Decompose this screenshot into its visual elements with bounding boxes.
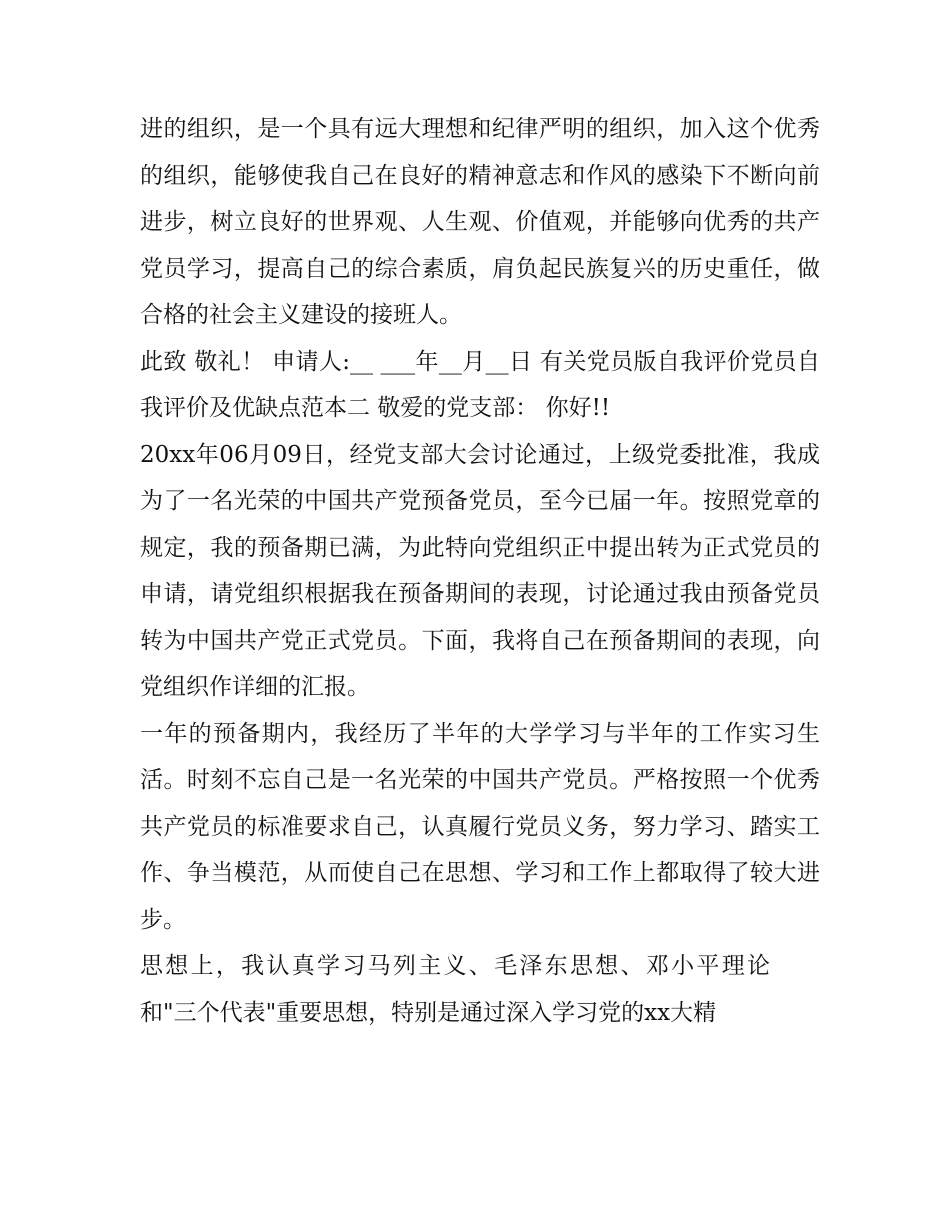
paragraph-4: 一年的预备期内，我经历了半年的大学学习与半年的工作实习生活。时刻不忘自己是一名光荣的中国共产党员。严格按照一个优秀共产党员的标准要求自己，认真履行党员义务，努力学习、踏实工作、争当模范，从而使自己在思想、学习和工作上都取得了较大进步。	[140, 720, 820, 933]
document-page	[140, 106, 820, 1036]
paragraph-1: 进的组织，是一个具有远大理想和纪律严明的组织，加入这个优秀的组织，能够使我自己在良好的精神意志和作风的感染下不断向前进步，树立良好的世界观、人生观、价值观，并能够向优秀的共产党员学习，提高自己的综合素质，肩负起民族复兴的历史重任，做合格的社会主义建设的接班人。	[140, 116, 820, 328]
paragraph-2: 此致 敬礼！ 申请人:__ ___年__月__日 有关党员版自我评价党员自我评价及优缺点范本二 敬爱的党支部： 你好!!	[140, 348, 820, 421]
paragraph-3: 20xx年06月09日，经党支部大会讨论通过，上级党委批准，我成为了一名光荣的中国共产党预备党员，至今已届一年。按照党章的规定，我的预备期已满，为此特向党组织正中提出转为正式党员的申请，请党组织根据我在预备期间的表现，讨论通过我由预备党员转为中国共产党正式党员。下面，我将自己在预备期间的表现，向党组织作详细的汇报。	[140, 441, 820, 700]
paragraph-5: 思想上，我认真学习马列主义、毛泽东思想、邓小平理论和"三个代表"重要思想，特别是通过深入学习党的xx大精	[140, 953, 770, 1026]
